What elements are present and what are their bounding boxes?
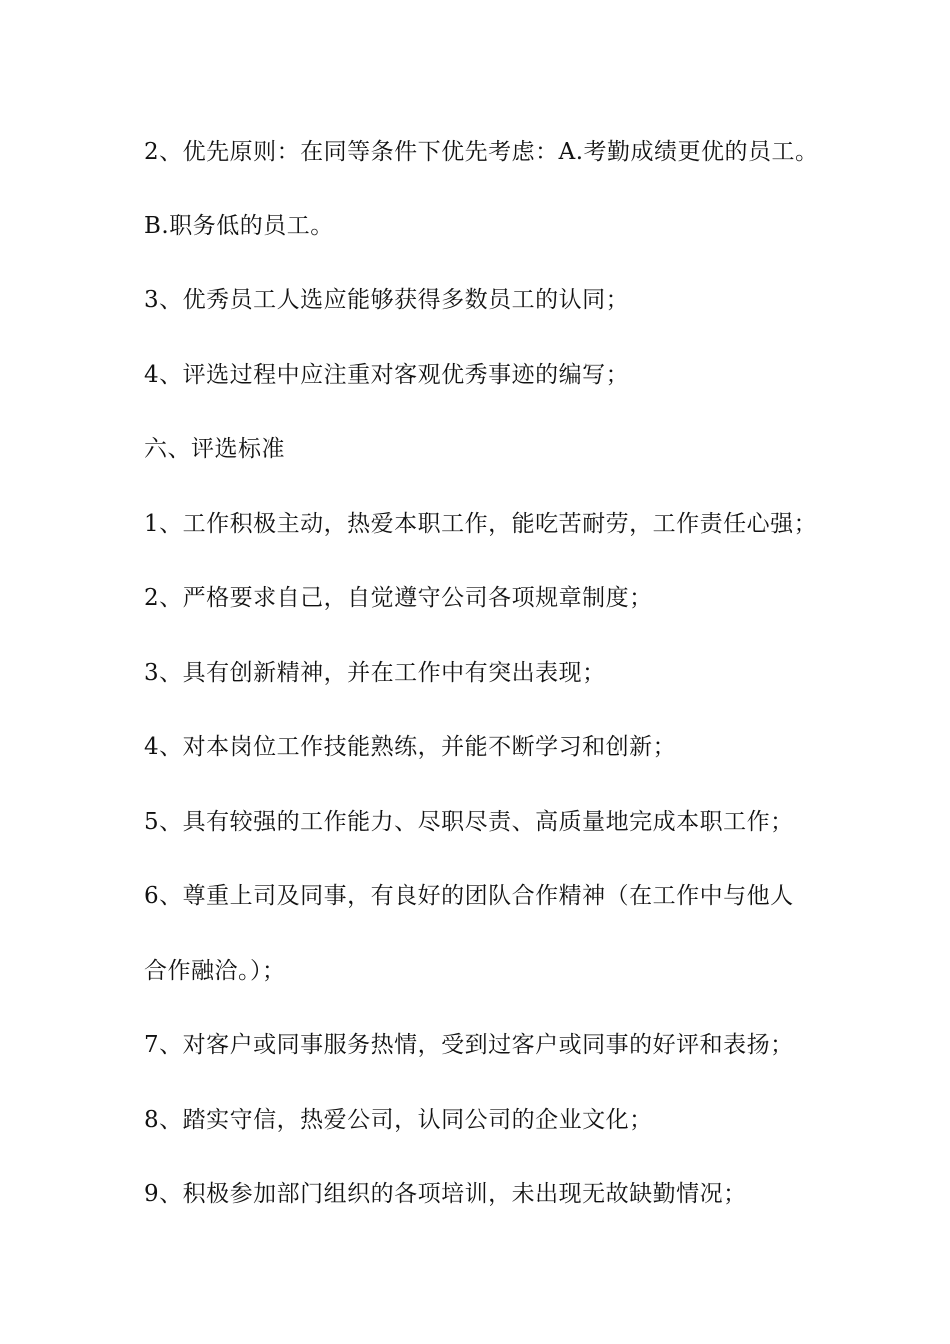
criterion-1: 1、工作积极主动，热爱本职工作，能吃苦耐劳，工作责任心强； [144, 511, 818, 537]
criterion-8: 8、踏实守信，热爱公司，认同公司的企业文化； [144, 1107, 653, 1133]
principle-priority-line: 2、优先原则：在同等条件下优先考虑：A.考勤成绩更优的员工。 [144, 139, 819, 165]
criterion-6: 6、尊重上司及同事，有良好的团队合作精神（在工作中与他人 [144, 883, 794, 909]
criterion-4: 4、对本岗位工作技能熟练，并能不断学习和创新； [144, 734, 677, 760]
principle-priority-continuation: B.职务低的员工。 [144, 213, 334, 239]
criterion-5: 5、具有较强的工作能力、尽职尽责、高质量地完成本职工作； [144, 809, 794, 835]
section-heading: 六、评选标准 [144, 436, 285, 462]
criterion-2: 2、严格要求自己，自觉遵守公司各项规章制度； [144, 585, 653, 611]
criterion-9: 9、积极参加部门组织的各项培训，未出现无故缺勤情况； [144, 1181, 747, 1207]
criterion-3: 3、具有创新精神，并在工作中有突出表现； [144, 660, 606, 686]
principle-recognition-line: 3、优秀员工人选应能够获得多数员工的认同； [144, 287, 630, 313]
criterion-7: 7、对客户或同事服务热情，受到过客户或同事的好评和表扬； [144, 1032, 794, 1058]
criterion-6-continuation: 合作融洽。）； [144, 958, 286, 984]
principle-writing-line: 4、评选过程中应注重对客观优秀事迹的编写； [144, 362, 630, 388]
